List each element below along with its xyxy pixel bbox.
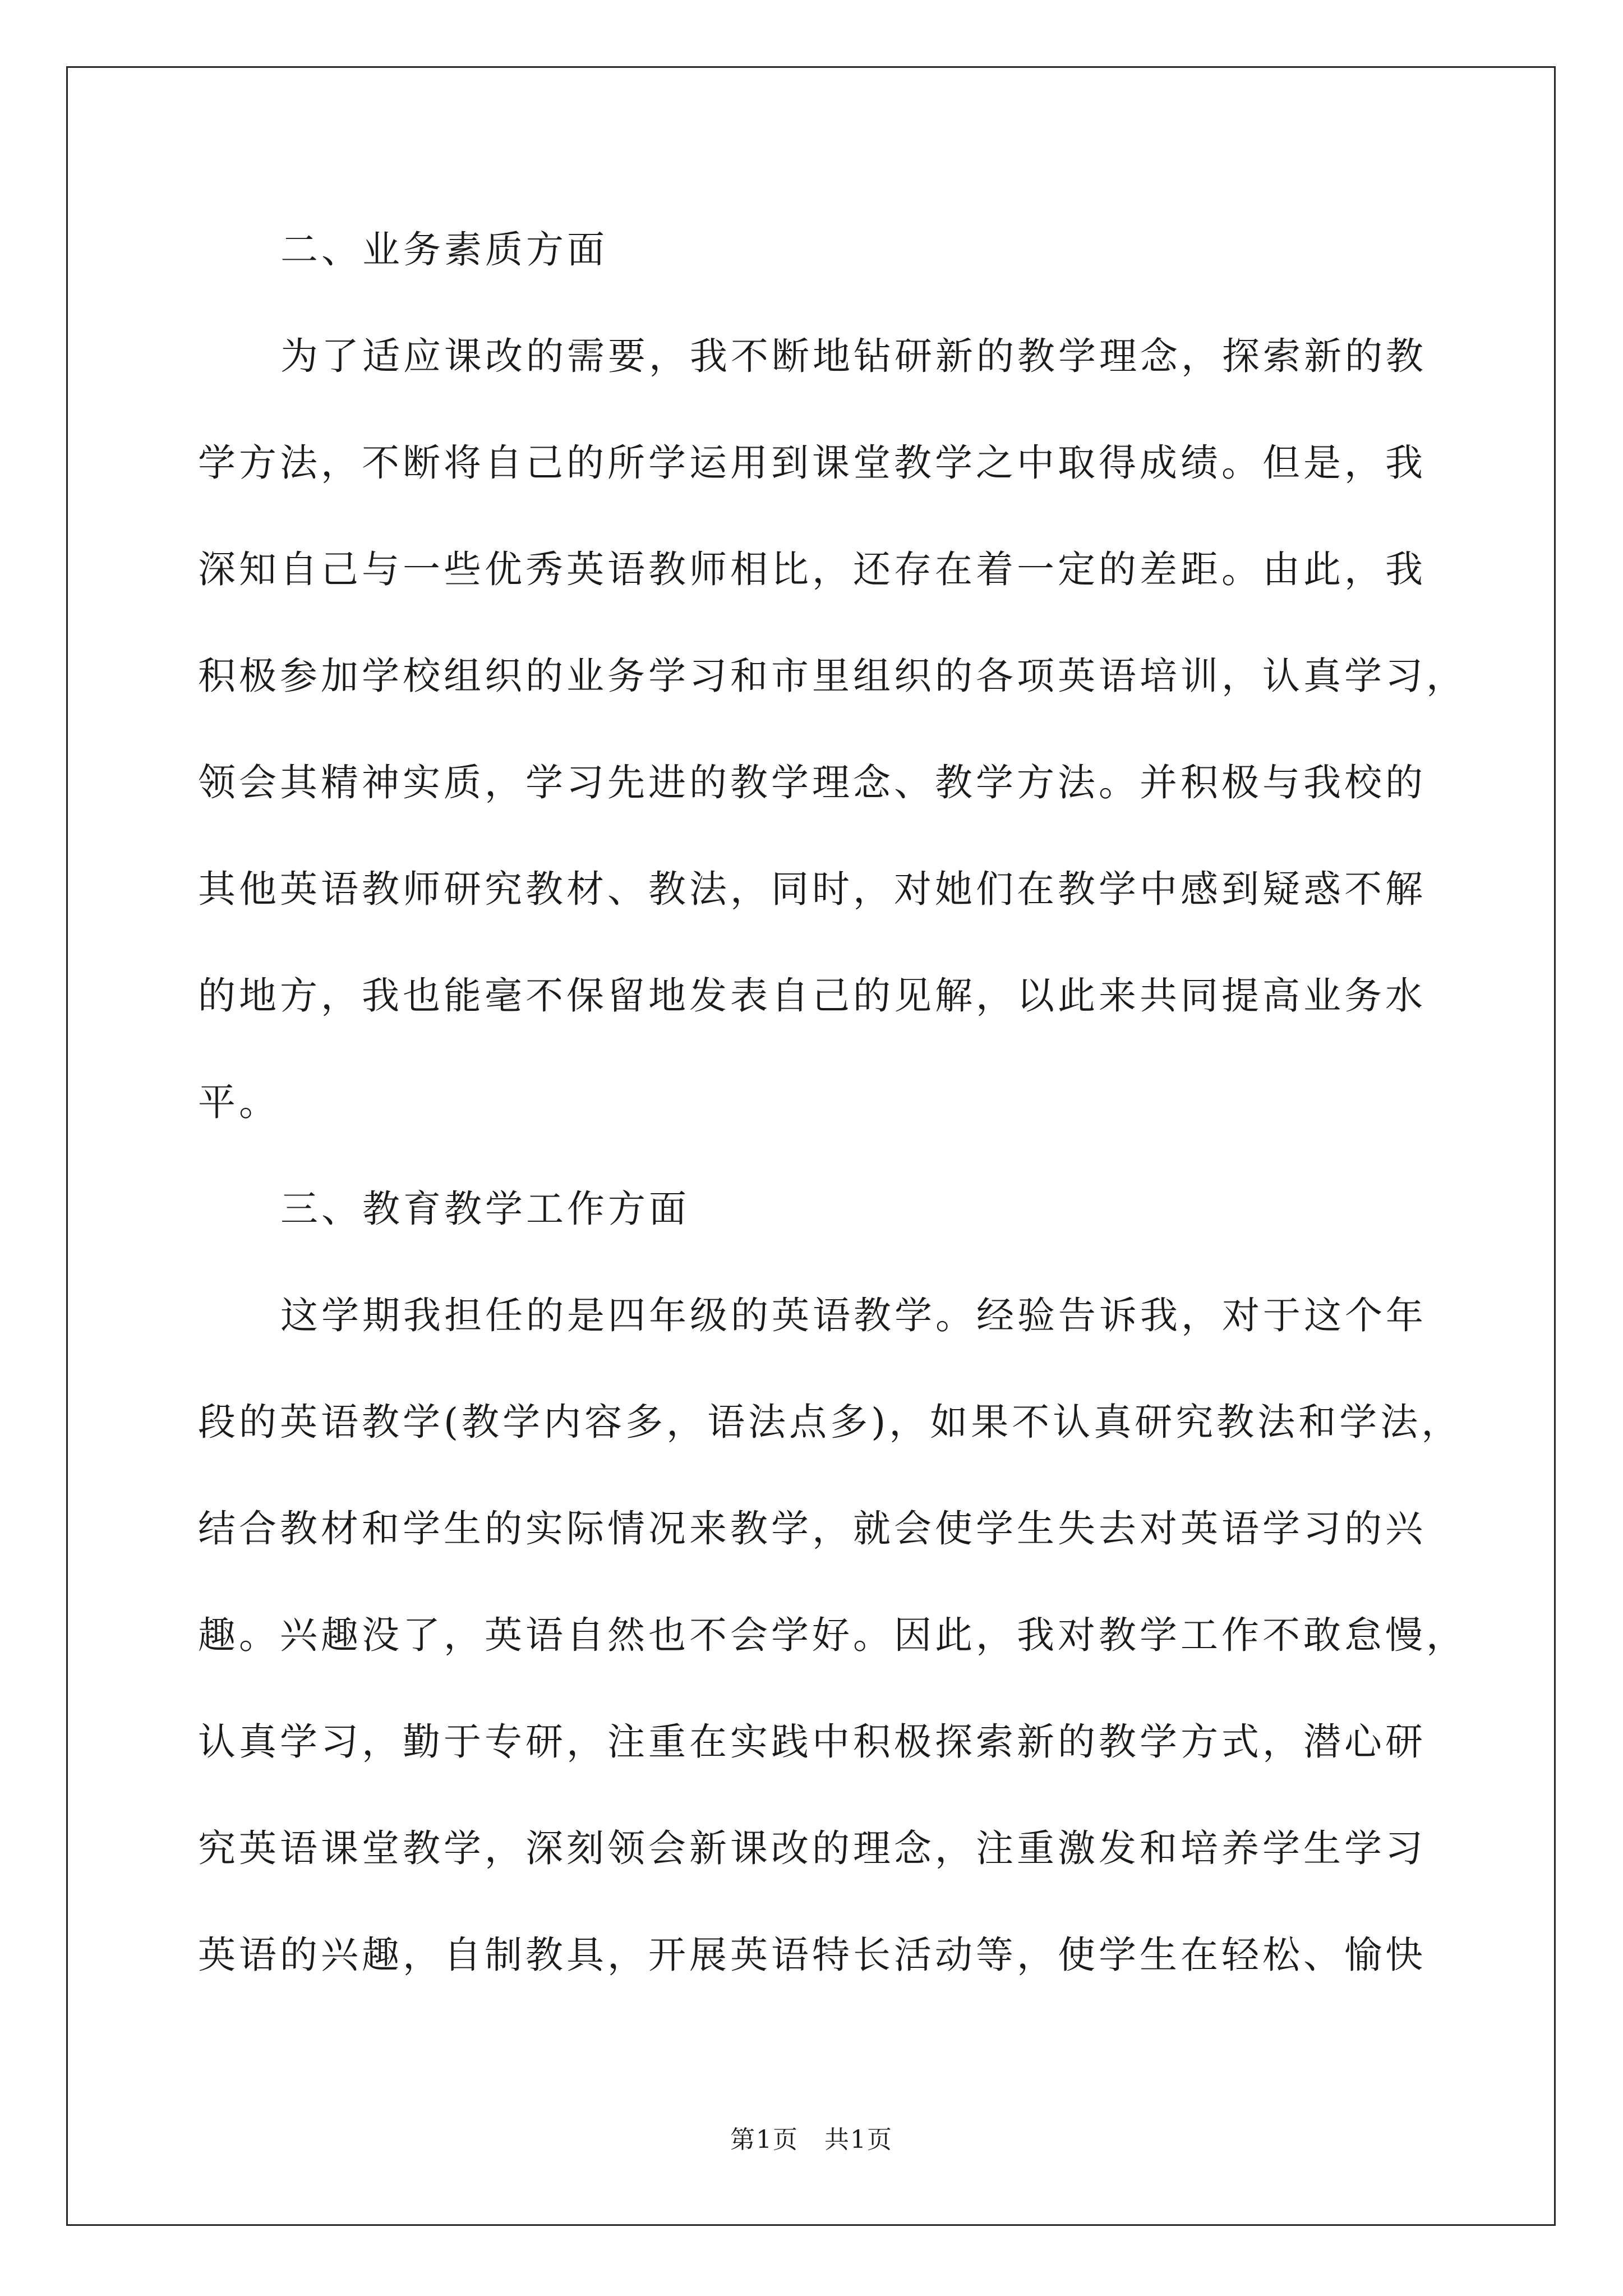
paragraph-line: 这学期我担任的是四年级的英语教学。经验告诉我，对于这个年 xyxy=(280,1294,1427,1337)
paragraph-line: 平。 xyxy=(198,1080,280,1124)
page-border xyxy=(66,66,1556,2226)
paragraph-line: 段的英语教学(教学内容多，语法点多)，如果不认真研究教法和学法， xyxy=(198,1400,1463,1444)
paragraph-line: 究英语课堂教学，深刻领会新课改的理念，注重激发和培养学生学习 xyxy=(198,1826,1426,1870)
paragraph-line: 英语的兴趣，自制教具，开展英语特长活动等，使学生在轻松、愉快 xyxy=(198,1933,1426,1977)
paragraph-line: 认真学习，勤于专研，注重在实践中积极探索新的教学方式，潜心研 xyxy=(198,1720,1426,1764)
section-heading-business-quality: 二、业务素质方面 xyxy=(280,228,608,272)
page-number-footer: 第1页 共1页 xyxy=(730,2125,893,2154)
paragraph-line: 积极参加学校组织的业务学习和市里组织的各项英语培训，认真学习， xyxy=(198,654,1467,698)
paragraph-line: 学方法，不断将自己的所学运用到课堂教学之中取得成绩。但是，我 xyxy=(198,441,1426,485)
paragraph-line: 领会其精神实质，学习先进的教学理念、教学方法。并积极与我校的 xyxy=(198,761,1426,804)
paragraph-line: 深知自己与一些优秀英语教师相比，还存在着一定的差距。由此，我 xyxy=(198,547,1426,591)
paragraph-line: 趣。兴趣没了，英语自然也不会学好。因此，我对教学工作不敢怠慢， xyxy=(198,1613,1467,1657)
paragraph-line: 为了适应课改的需要，我不断地钻研新的教学理念，探索新的教 xyxy=(280,334,1427,378)
paragraph-line: 的地方，我也能毫不保留地发表自己的见解，以此来共同提高业务水 xyxy=(198,974,1426,1018)
paragraph-line: 结合教材和学生的实际情况来教学，就会使学生失去对英语学习的兴 xyxy=(198,1507,1426,1550)
paragraph-line: 其他英语教师研究教材、教法，同时，对她们在教学中感到疑惑不解 xyxy=(198,867,1426,911)
section-heading-teaching-work: 三、教育教学工作方面 xyxy=(280,1187,690,1231)
